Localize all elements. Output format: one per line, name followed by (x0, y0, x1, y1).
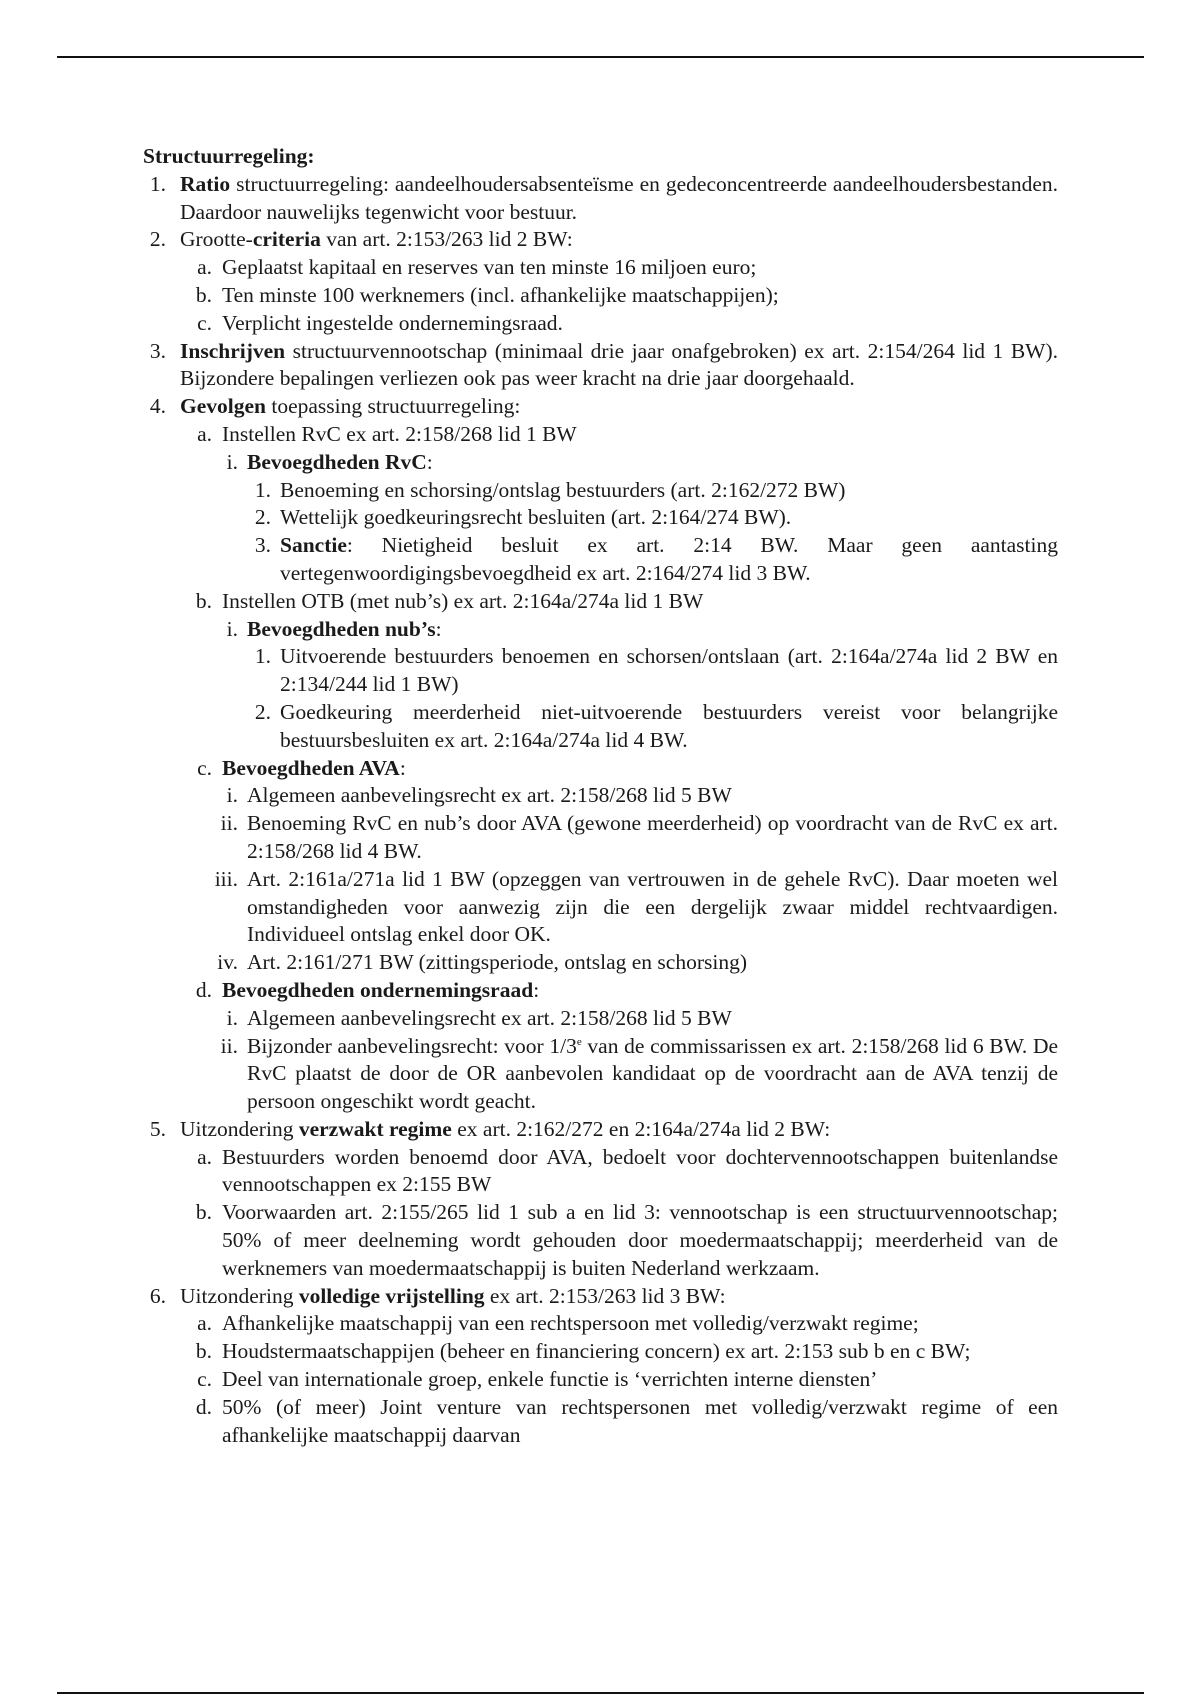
list-item: ii. Bijzonder aanbevelingsrecht: voor 1/3e van de commissarissen ex art. 2:158/268 lid 6 BW. De RvC plaatst de door de OR aanbevolen kandidaat op de voordracht aan de AVA tenzij de persoon ongeschikt wordt geacht. (220, 1033, 1059, 1114)
document-body (143, 143, 1058, 1449)
footer-rule (57, 1692, 1144, 1694)
list-item: d. Bevoegdheden ondernemingsraad: (195, 977, 540, 1002)
list-item: b. Instellen OTB (met nub’s) ex art. 2:164a/274a lid 1 BW (195, 588, 704, 613)
list-item: 3. Sanctie: Nietigheid besluit ex art. 2:14 BW. Maar geen aantasting vertegenwoordigingsbevoegdheid ex art. 2:164/274 lid 3 BW. (254, 533, 1058, 585)
list-item: a. Afhankelijke maatschappij van een rechtspersoon met volledig/verzwakt regime; (197, 1311, 919, 1336)
list-item: b. Houdstermaatschappijen (beheer en financiering concern) ex art. 2:153 sub b en c BW; (195, 1339, 971, 1364)
page-title: Structuurregeling: (143, 144, 315, 168)
list-item: b. Voorwaarden art. 2:155/265 lid 1 sub a en lid 3: vennootschap is een structuurvennootschap; 50% of meer deelneming wordt gehouden door moedermaatschappij; meerderheid van de werknemers van moedermaatschappij is buiten Nederland werkzaam. (195, 1200, 1058, 1280)
list-item: 1. Uitvoerende bestuurders benoemen en schorsen/ontslaan (art. 2:164a/274a lid 2 BW en 2:134/244 lid 1 BW) (254, 644, 1058, 697)
list-item: iv. Art. 2:161/271 BW (zittingsperiode, ontslag en schorsing) (217, 950, 748, 975)
list-item: a. Bestuurders worden benoemd door AVA, bedoelt voor dochtervennootschappen buitenlandse vennootschappen ex 2:155 BW (197, 1144, 1058, 1197)
list-item: i. Algemeen aanbevelingsrecht ex art. 2:158/268 lid 5 BW (226, 1005, 732, 1030)
list-item: 3. Inschrijven structuurvennootschap (minimaal drie jaar onafgebroken) ex art. 2:154/264 lid 1 BW). Bijzondere bepalingen verliezen ook pas weer kracht na drie jaar doorgehaald. (149, 338, 1058, 391)
list-item: 2. Goedkeuring meerderheid niet-uitvoerende bestuurders vereist voor belangrijke bestuursbesluiten ex art. 2:164a/274a lid 4 BW. (254, 699, 1058, 752)
list-item: 2. Grootte-criteria van art. 2:153/263 lid 2 BW: (149, 227, 573, 252)
list-item: a. Instellen RvC ex art. 2:158/268 lid 1 BW (197, 421, 577, 446)
list-item: c. Verplicht ingestelde ondernemingsraad. (197, 310, 563, 335)
list-item: 6. Uitzondering volledige vrijstelling ex art. 2:153/263 lid 3 BW: (149, 1283, 726, 1308)
list-item: 5. Uitzondering verzwakt regime ex art. 2:162/272 en 2:164a/274a lid 2 BW: (149, 1116, 831, 1141)
list-item: i. Bevoegdheden nub’s: (226, 616, 442, 641)
list-item: i. Bevoegdheden RvC: (226, 449, 433, 474)
list-item: iii. Art. 2:161a/271a lid 1 BW (opzeggen van vertrouwen in de gehele RvC). Daar moeten wel omstandigheden voor aanwezig zijn die een dergelijk zwaar middel rechtvaardigen. Individueel ontslag enkel door OK. (214, 866, 1058, 947)
list-item: i. Algemeen aanbevelingsrecht ex art. 2:158/268 lid 5 BW (226, 783, 732, 808)
list-item: 2. Wettelijk goedkeuringsrecht besluiten (art. 2:164/274 BW). (254, 505, 792, 530)
list-item: c. Deel van internationale groep, enkele functie is ‘verrichten interne diensten’ (197, 1367, 878, 1392)
list-item: 1. Benoeming en schorsing/ontslag bestuurders (art. 2:162/272 BW) (254, 477, 846, 502)
header-rule (57, 56, 1144, 58)
list-item: b. Ten minste 100 werknemers (incl. afhankelijke maatschappijen); (195, 282, 779, 307)
list-item: 1. Ratio structuurregeling: aandeelhoudersabsenteïsme en gedeconcentreerde aandeelhoudersbestanden. Daardoor nauwelijks tegenwicht voor bestuur. (149, 171, 1058, 224)
list-item: a. Geplaatst kapitaal en reserves van ten minste 16 miljoen euro; (197, 255, 757, 280)
list-item: 4. Gevolgen toepassing structuurregeling: (149, 394, 521, 419)
list-item: c. Bevoegdheden AVA: (197, 755, 406, 780)
list-item: d. 50% (of meer) Joint venture van rechtspersonen met volledig/verzwakt regime of een afhankelijke maatschappij daarvan (195, 1394, 1058, 1447)
list-item: ii. Benoeming RvC en nub’s door AVA (gewone meerderheid) op voordracht van de RvC ex art. 2:158/268 lid 4 BW. (220, 811, 1058, 863)
